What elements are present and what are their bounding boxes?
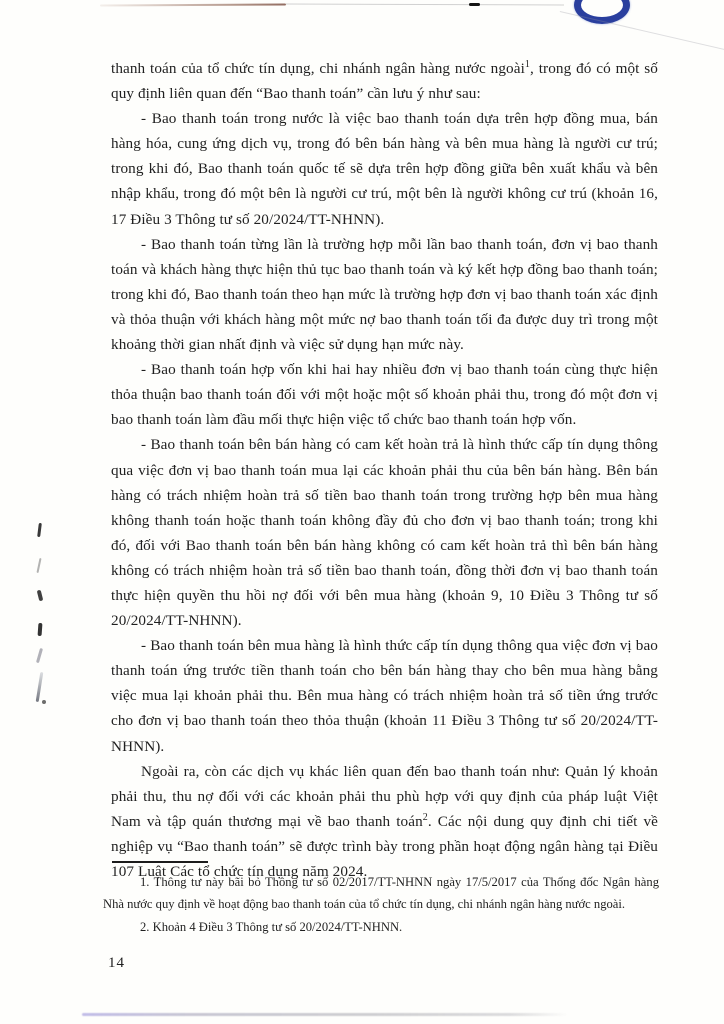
- binding-mark: [38, 623, 43, 636]
- footnote-ref-2: 2: [422, 811, 428, 823]
- paragraph-per-transaction-limit-factoring: [111, 232, 658, 357]
- scan-corner-line: [560, 11, 724, 51]
- paragraph-seller-recourse-factoring: [111, 432, 658, 633]
- binding-mark: [42, 700, 46, 704]
- scan-ink-mark: [469, 3, 480, 6]
- binding-mark: [36, 648, 43, 663]
- footnote-ref-1: 1: [524, 58, 531, 70]
- paragraph-syndicated-factoring: [111, 357, 658, 432]
- text-run: - Bao thanh toán trong nước là việc bao thanh toán dựa trên hợp đồng mua, bán hàng hóa, cung ứng dịch vụ, trong đó bên bán hàng và bên mua hàng là người cư trú; trong khi đó, Bao thanh toán quốc tế sẽ dựa trên hợp đồng giữa bên xuất khẩu và bên nhập khẩu, trong đó một bên là người cư trú, một bên là người không cư trú (khoản 16, 17 Điều 3 Thông tư số 20/2024/TT-NHNN).: [111, 110, 658, 228]
- footnote-1: 1. Thông tư này bãi bỏ Thông tư số 02/2017/TT-NHNN ngày 17/5/2017 của Thống đốc Ngân hàng Nhà nước quy định về hoạt động bao thanh toán của tổ chức tín dụng, chi nhánh ngân hàng nước ngoài.: [103, 875, 659, 912]
- binding-mark: [37, 523, 42, 537]
- text-run: - Bao thanh toán hợp vốn khi hai hay nhiều đơn vị bao thanh toán cùng thực hiện thỏa thuận bao thanh toán đối với một hoặc một số khoản phải thu, trong đó một đơn vị bao thanh toán làm đầu mối thực hiện việc tổ chức bao thanh toán hợp vốn.: [111, 361, 658, 429]
- text-run: - Bao thanh toán bên bán hàng có cam kết hoàn trả là hình thức cấp tín dụng thông qua việc đơn vị bao thanh toán mua lại các khoản phải thu của bên bán hàng. Bên bán hàng có trách nhiệm hoàn trả số tiền bao thanh toán trong trường hợp bên mua hàng không thanh toán hoặc thanh toán không đầy đủ cho đơn vị bao thanh toán; trong khi đó, đối với Bao thanh toán bên bán hàng không có cam kết hoàn trả thì bên bán hàng không có trách nhiệm hoàn trả số tiền bao thanh toán, đồng thời đơn vị bao thanh toán thực hiện quyền thu hồi nợ đối với bên mua hàng (khoản 9, 10 Điều 3 Thông tư số 20/2024/TT-NHNN).: [111, 436, 658, 630]
- binding-mark: [37, 590, 44, 602]
- binding-mark: [36, 558, 41, 573]
- binding-mark: [36, 672, 44, 702]
- scan-edge-line: [100, 4, 286, 7]
- footnote-separator: [112, 861, 208, 863]
- paragraph-other-services: [111, 759, 658, 884]
- page-number: 14: [108, 955, 125, 971]
- paragraph-domestic-international-factoring: [111, 106, 658, 231]
- scan-edge-line: [286, 4, 564, 6]
- body-text: [111, 56, 658, 884]
- text-run: Ngoài ra, còn các dịch vụ khác liên quan đến bao thanh toán như: Quản lý khoản phải thu, thu nợ đối với các khoản phải thu phù hợp với quy định của pháp luật Việt Nam và tập quán thương mại về bao thanh toán: [111, 762, 658, 830]
- text-run: , trong đó có một số quy định liên quan đến “Bao thanh toán” cần lưu ý như sau:: [111, 60, 658, 103]
- footnote-2: 2. Khoản 4 Điều 3 Thông tư số 20/2024/TT-NHNN.: [140, 919, 403, 934]
- scan-bottom-shadow: [82, 1013, 568, 1016]
- text-run: . Các nội dung quy định chi tiết về nghiệp vụ “Bao thanh toán” sẽ được trình bày trong phần hoạt động ngân hàng tại Điều 107 Luật Các tổ chức tín dụng năm 2024.: [111, 812, 658, 880]
- text-run: - Bao thanh toán bên mua hàng là hình thức cấp tín dụng thông qua việc đơn vị bao thanh toán ứng trước tiền thanh toán cho bên bán hàng thay cho bên mua hàng bằng việc mua lại khoản phải thu. Bên mua hàng có trách nhiệm hoàn trả số tiền ứng trước cho đơn vị bao thanh toán theo thỏa thuận (khoản 11 Điều 3 Thông tư số 20/2024/TT-NHNN).: [111, 637, 658, 755]
- text-run: thanh toán của tổ chức tín dụng, chi nhánh ngân hàng nước ngoài: [111, 60, 525, 77]
- footnotes: [103, 871, 659, 938]
- paragraph-intro: [111, 56, 658, 106]
- paragraph-buyer-factoring: [111, 633, 658, 758]
- text-run: - Bao thanh toán từng lần là trường hợp mỗi lần bao thanh toán, đơn vị bao thanh toán và khách hàng thực hiện thủ tục bao thanh toán và ký kết hợp đồng bao thanh toán; trong khi đó, Bao thanh toán theo hạn mức là trường hợp đơn vị bao thanh toán xác định và thỏa thuận với khách hàng một mức nợ bao thanh toán tối đa được duy trì trong một khoảng thời gian nhất định và việc sử dụng hạn mức này.: [111, 235, 658, 354]
- blue-stamp-arc: [574, 0, 630, 24]
